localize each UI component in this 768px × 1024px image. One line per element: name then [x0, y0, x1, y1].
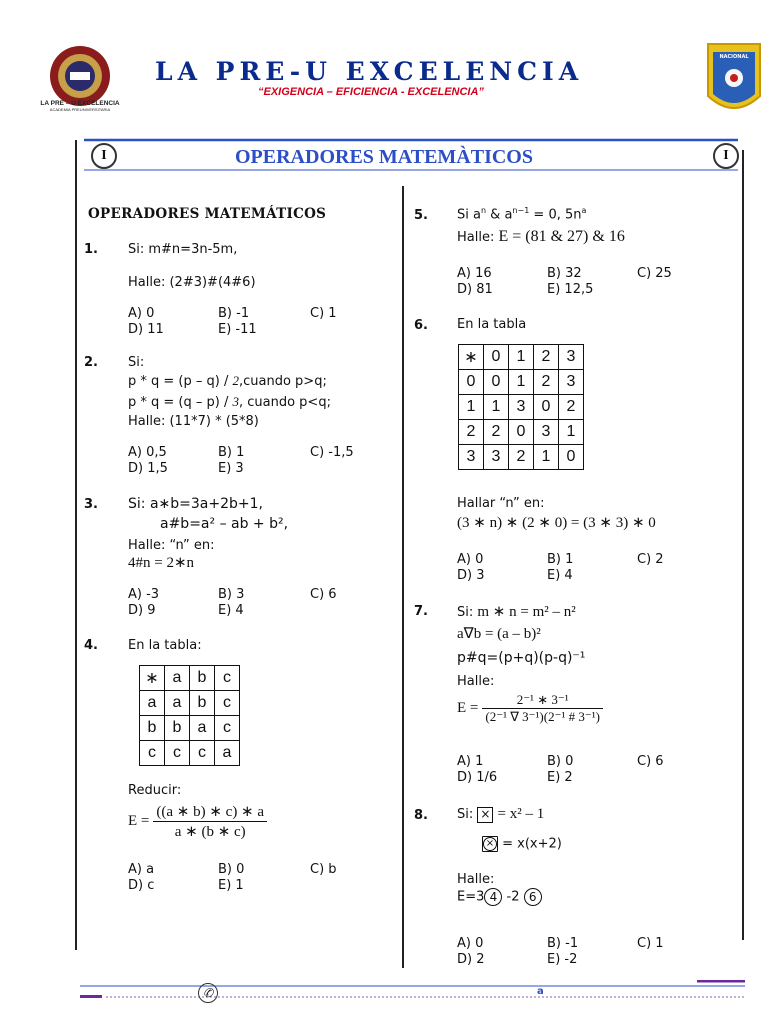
problem-1-option-a: A) 0: [128, 306, 155, 321]
problem-7-option-c: C) 6: [637, 754, 664, 769]
ring-6-symbol: 6: [524, 888, 542, 906]
p6-table-cell: 0: [559, 445, 584, 470]
problem-6-equation: (3 ∗ n) ∗ (2 ∗ 0) = (3 ∗ 3) ∗ 0: [457, 515, 656, 531]
problem-4-option-c: C) b: [310, 862, 337, 877]
problem-1-option-d: D) 11: [128, 322, 164, 337]
problem-7-given: Si: m ∗ n = m² – n²: [457, 604, 576, 620]
problem-4-option-b: B) 0: [218, 862, 245, 877]
p6-table-cell: 0: [484, 345, 509, 370]
problem-6-option-b: B) 1: [547, 552, 574, 567]
problem-8-expression: E=3 4 -2 6: [457, 888, 542, 906]
p4-table-row: [140, 691, 240, 716]
footer-letter: a: [537, 986, 544, 997]
p6-table-cell: 0: [534, 395, 559, 420]
problem-5-option-c: C) 25: [637, 266, 672, 281]
box-x-symbol: ×: [477, 807, 493, 823]
problem-7-option-a: A) 1: [457, 754, 484, 769]
right-badge: I: [713, 143, 739, 169]
p6-table-cell: 1: [534, 445, 559, 470]
problem-3-rule-2: a#b=a² – ab + b²,: [160, 516, 289, 532]
p4-table-cell: b: [165, 716, 190, 741]
p4-table-row: [140, 666, 240, 691]
problem-2-option-c: C) -1,5: [310, 445, 354, 460]
problem-5-option-a: A) 16: [457, 266, 492, 281]
problem-8-option-e: E) -2: [547, 952, 578, 967]
p4-table-cell: c: [140, 741, 165, 766]
p6-table-cell: 2: [509, 445, 534, 470]
p4-table-cell: c: [215, 691, 240, 716]
p6-table-cell: 0: [459, 370, 484, 395]
p6-table-cell: 1: [509, 370, 534, 395]
university-logo-text: NACIONAL: [719, 54, 749, 60]
p6-table-cell: 1: [459, 395, 484, 420]
problem-3-option-b: B) 3: [218, 587, 245, 602]
p6-table-row: [459, 370, 584, 395]
problem-2-rule-1: p * q = (p – q) / 2,cuando p>q;: [128, 373, 327, 389]
problem-7-rule-2: a∇b = (a – b)²: [457, 626, 541, 642]
footer-rule: [80, 978, 745, 1000]
p4-table-cell: c: [215, 666, 240, 691]
problem-1-option-b: B) -1: [218, 306, 250, 321]
problem-2-given: Si:: [128, 355, 145, 370]
p4-table-cell: a: [165, 691, 190, 716]
problem-3-option-e: E) 4: [218, 603, 244, 618]
p6-table-cell: 3: [534, 420, 559, 445]
right-border: [742, 150, 744, 940]
problem-6-given: En la tabla: [457, 317, 527, 332]
p6-table-cell: 1: [559, 420, 584, 445]
problem-3-option-d: D) 9: [128, 603, 156, 618]
p6-table-cell: 3: [509, 395, 534, 420]
problem-8-number: 8.: [414, 808, 428, 823]
problem-8-option-c: C) 1: [637, 936, 664, 951]
problem-6-option-c: C) 2: [637, 552, 664, 567]
problem-3-number: 3.: [84, 497, 98, 512]
p4-table-cell: a: [190, 716, 215, 741]
p4-table-cell: c: [165, 741, 190, 766]
p6-table-cell: 1: [509, 345, 534, 370]
p6-table-cell: 2: [484, 420, 509, 445]
problem-7-number: 7.: [414, 604, 428, 619]
p4-table-cell: c: [215, 716, 240, 741]
problem-6-option-a: A) 0: [457, 552, 484, 567]
problem-3-option-c: C) 6: [310, 587, 337, 602]
problem-2-question: Halle: (11*7) * (5*8): [128, 414, 259, 429]
p4-table-row: [140, 741, 240, 766]
problem-2-rule-2: p * q = (q – p) / 3, cuando p<q;: [128, 394, 331, 410]
p6-table-cell: 3: [459, 445, 484, 470]
problem-7-option-e: E) 2: [547, 770, 573, 785]
problem-5-number: 5.: [414, 208, 428, 223]
problem-6-option-e: E) 4: [547, 568, 573, 583]
p4-table-cell: a: [165, 666, 190, 691]
problem-8-rule-1: Si: × = x² – 1: [457, 806, 545, 822]
p6-table-row: [459, 345, 584, 370]
problem-1-option-e: E) -11: [218, 322, 257, 337]
problem-5-option-e: E) 12,5: [547, 282, 594, 297]
problem-5-option-d: D) 81: [457, 282, 493, 297]
problem-3-given: Si: a∗b=3a+2b+1,: [128, 496, 263, 512]
problem-4-expression: E = $\frac{((a ∗ b) ∗ c) ∗ a}{a ∗ (b ∗ c)}$: [128, 802, 267, 841]
p6-table-cell: 3: [559, 345, 584, 370]
p6-table-row: [459, 445, 584, 470]
p6-table-cell: ∗: [459, 345, 484, 370]
problem-6-table: [458, 344, 584, 470]
p4-table-cell: ∗: [140, 666, 165, 691]
problem-8-question: Halle:: [457, 872, 495, 887]
problem-5-question: Halle: E = (81 & 27) & 16: [457, 228, 625, 245]
p4-table-cell: b: [190, 691, 215, 716]
p6-table-row: [459, 420, 584, 445]
problem-4-reduce-label: Reducir:: [128, 783, 182, 798]
problem-4-given: En la tabla:: [128, 638, 202, 653]
problem-4-number: 4.: [84, 638, 98, 653]
p6-table-cell: 2: [459, 420, 484, 445]
p6-table-cell: 2: [534, 345, 559, 370]
problem-8-option-d: D) 2: [457, 952, 485, 967]
academy-logo-caption: LA PRE – U EXCELENCIA ACADEMIA PREUNIVERSITARIA: [40, 100, 120, 112]
problem-8-rule-2: × = x(x+2): [482, 836, 562, 852]
problem-4-option-a: A) a: [128, 862, 155, 877]
p4-table-cell: b: [190, 666, 215, 691]
problem-6-question: Hallar “n” en:: [457, 496, 545, 511]
problem-3-option-a: A) -3: [128, 587, 160, 602]
university-logo: [706, 42, 762, 120]
box-circle-x-symbol: ×: [482, 836, 498, 852]
p4-table-cell: a: [140, 691, 165, 716]
section-title: OPERADORES MATEMÁTICOS: [88, 206, 327, 222]
problem-1-option-c: C) 1: [310, 306, 337, 321]
problem-1-given: Si: m#n=3n-5m,: [128, 242, 238, 257]
problem-4-table: [139, 665, 240, 766]
problem-2-option-a: A) 0,5: [128, 445, 167, 460]
left-border: [75, 140, 77, 950]
p6-table-row: [459, 395, 584, 420]
p6-table-cell: 2: [559, 395, 584, 420]
problem-6-number: 6.: [414, 318, 428, 333]
left-badge: I: [91, 143, 117, 169]
problem-7-expression: E = $\frac{\text{2⁻¹ ∗ 3⁻¹}}{\text{(2⁻¹ ∇ 3⁻¹)(2⁻¹ \# 3⁻¹)}}$: [457, 692, 603, 725]
p6-table-cell: 3: [484, 445, 509, 470]
problem-8-option-a: A) 0: [457, 936, 484, 951]
problem-2-number: 2.: [84, 355, 98, 370]
problem-3-question: Halle: “n” en:: [128, 538, 215, 553]
problem-5-option-b: B) 32: [547, 266, 582, 281]
problem-4-option-e: E) 1: [218, 878, 244, 893]
p6-table-cell: 0: [484, 370, 509, 395]
problem-4-option-d: D) c: [128, 878, 155, 893]
problem-2-option-e: E) 3: [218, 461, 244, 476]
problem-7-option-d: D) 1/6: [457, 770, 498, 785]
problem-2-option-b: B) 1: [218, 445, 245, 460]
header-motto: “EXIGENCIA – EFICIENCIA - EXCELENCIA”: [258, 86, 484, 98]
problem-7-rule-3: p#q=(p+q)(p-q)⁻¹: [457, 650, 586, 666]
p4-table-cell: c: [190, 741, 215, 766]
p6-table-cell: 1: [484, 395, 509, 420]
header-title: LA PRE-U EXCELENCIA: [155, 57, 584, 86]
column-divider: [402, 186, 404, 968]
p6-table-cell: 2: [534, 370, 559, 395]
phone-icon: ✆: [198, 983, 218, 1003]
problem-2-option-d: D) 1,5: [128, 461, 168, 476]
problem-1-question: Halle: (2#3)#(4#6): [128, 275, 256, 290]
p6-table-cell: 0: [509, 420, 534, 445]
p4-table-cell: b: [140, 716, 165, 741]
problem-8-option-b: B) -1: [547, 936, 579, 951]
p4-table-row: [140, 716, 240, 741]
problem-7-option-b: B) 0: [547, 754, 574, 769]
problem-6-option-d: D) 3: [457, 568, 485, 583]
p4-table-cell: a: [215, 741, 240, 766]
band-title: OPERADORES MATEMÀTICOS: [235, 146, 533, 168]
problem-7-question: Halle:: [457, 674, 495, 689]
problem-5-given: Si $a^n$ & $a^{n-1} = 0$, $5n^a$: [457, 206, 587, 223]
ring-4-symbol: 4: [484, 888, 502, 906]
problem-1-number: 1.: [84, 242, 98, 257]
p6-table-cell: 3: [559, 370, 584, 395]
problem-3-equation: 4#n = 2∗n: [128, 555, 195, 571]
